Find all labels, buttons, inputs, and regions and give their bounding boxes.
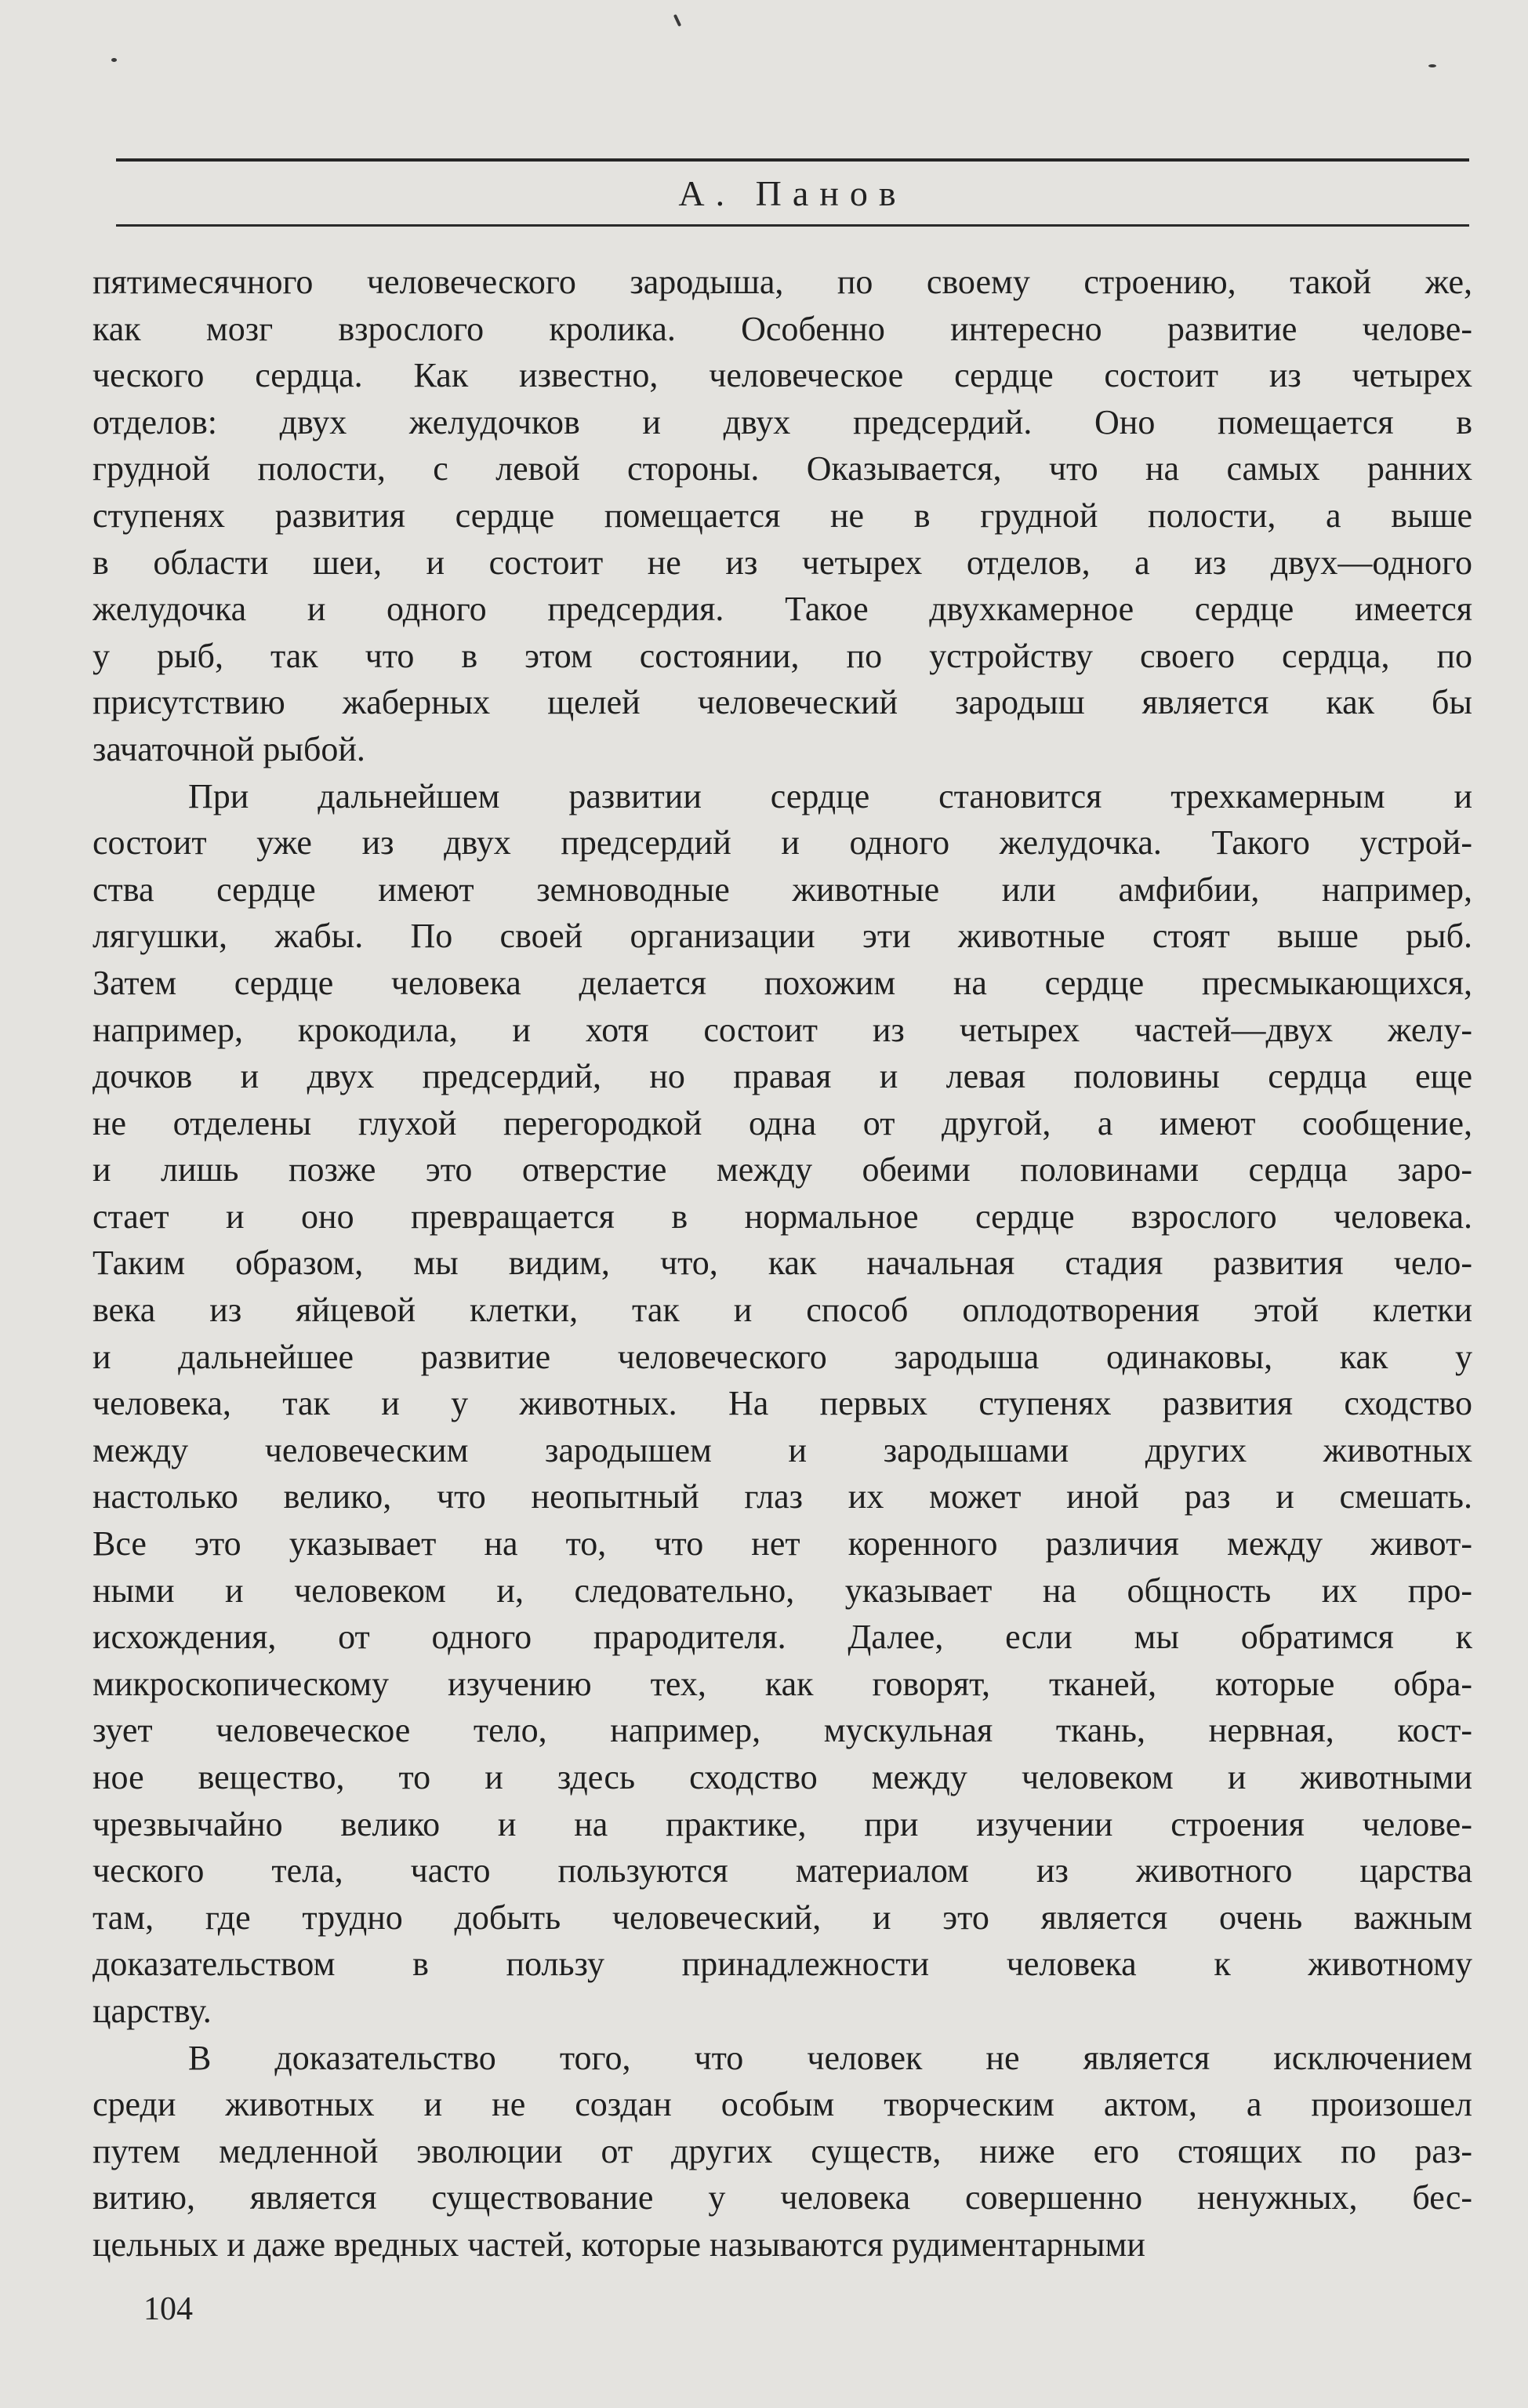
ink-speck-left: [111, 58, 117, 62]
ink-speck-top: [673, 14, 681, 27]
text-line: настолько велико, что неопытный глаз их может иной раз и смешать.: [93, 1477, 1472, 1516]
text-line: состоит уже из двух предсердий и одного желудочка. Такого устрой-: [93, 823, 1472, 863]
ink-speck-right: [1428, 64, 1436, 67]
text-line: желудочка и одного предсердия. Такое двухкамерное сердце имеется: [93, 590, 1472, 629]
text-line: стает и оно превращается в нормальное сердце взрослого человека.: [93, 1197, 1472, 1236]
text-line: витию, является существование у человека совершенно ненужных, бес-: [93, 2178, 1472, 2217]
text-line: ступенях развития сердце помещается не в грудной полости, а выше: [93, 496, 1472, 535]
paragraph: [93, 2035, 1472, 2268]
text-line: ства сердце имеют земноводные животные или амфибии, например,: [93, 870, 1472, 909]
text-line: В доказательство того, что человек не является исключением: [188, 2038, 1472, 2077]
text-line: и лишь позже это отверстие между обеими половинами сердца заро-: [93, 1150, 1472, 1189]
text-line: как мозг взрослого кролика. Особенно интересно развитие челове-: [93, 309, 1472, 348]
text-line: человека, так и у животных. На первых ступенях развития сходство: [93, 1384, 1472, 1423]
text-line: зачаточной рыбой.: [93, 729, 365, 768]
text-line: Все это указывает на то, что нет коренного различия между живот-: [93, 1524, 1472, 1564]
header-rule-top: [116, 158, 1469, 162]
text-line: микроскопическому изучению тех, как говорят, тканей, которые обра-: [93, 1664, 1472, 1703]
paragraph: [93, 259, 1472, 773]
text-line: не отделены глухой перегородкой одна от другой, а имеют сообщение,: [93, 1103, 1472, 1142]
text-line: среди животных и не создан особым творческим актом, а произошел: [93, 2085, 1472, 2124]
text-line: у рыб, так что в этом состоянии, по устройству своего сердца, по: [93, 636, 1472, 675]
text-line: там, где трудно добыть человеческий, и это является очень важным: [93, 1898, 1472, 1937]
text-line: доказательством в пользу принадлежности человека к животному: [93, 1945, 1472, 1984]
text-line: века из яйцевой клетки, так и способ оплодотворения этой клетки: [93, 1291, 1472, 1330]
text-line: между человеческим зародышем и зародышами других животных: [93, 1430, 1472, 1469]
text-line: ческого сердца. Как известно, человеческое сердце состоит из четырех: [93, 356, 1472, 395]
text-line: лягушки, жабы. По своей организации эти животные стоят выше рыб.: [93, 917, 1472, 956]
text-line: и дальнейшее развитие человеческого зародыша одинаковы, как у: [93, 1337, 1472, 1376]
text-line: Затем сердце человека делается похожим на сердце пресмыкающихся,: [93, 963, 1472, 1002]
text-line: царству.: [93, 1991, 212, 2030]
text-line: в области шеи, и состоит не из четырех отделов, а из двух—одного: [93, 543, 1472, 582]
text-line: цельных и даже вредных частей, которые называются рудиментарными: [93, 2225, 1145, 2264]
text-line: ческого тела, часто пользуются материалом из животного царства: [93, 1851, 1472, 1890]
text-line: ное вещество, то и здесь сходство между человеком и животными: [93, 1758, 1472, 1796]
text-line: например, крокодила, и хотя состоит из четырех частей—двух желу-: [93, 1010, 1472, 1049]
text-line: чрезвычайно велико и на практике, при изучении строения челове-: [93, 1804, 1472, 1843]
page-number: 104: [143, 2291, 193, 2327]
text-line: исхождения, от одного прародителя. Далее, если мы обратимся к: [93, 1618, 1472, 1657]
text-line: Таким образом, мы видим, что, как начальная стадия развития чело-: [93, 1244, 1472, 1283]
text-line: грудной полости, с левой стороны. Оказывается, что на самых ранних: [93, 449, 1472, 489]
text-line: ными и человеком и, следовательно, указывает на общность их про-: [93, 1571, 1472, 1610]
text-line: дочков и двух предсердий, но правая и левая половины сердца еще: [93, 1057, 1472, 1096]
text-line: отделов: двух желудочков и двух предсердий. Оно помещается в: [93, 402, 1472, 441]
text-line: путем медленной эволюции от других существ, ниже его стоящих по раз-: [93, 2131, 1472, 2170]
text-line: пятимесячного человеческого зародыша, по своему строению, такой же,: [93, 263, 1472, 301]
text-line: При дальнейшем развитии сердце становится трехкамерным и: [188, 776, 1472, 815]
header-rule-bottom: [116, 224, 1469, 227]
text-line: зует человеческое тело, например, мускульная ткань, нервная, кост-: [93, 1711, 1472, 1750]
text-line: присутствию жаберных щелей человеческий зародыш является как бы: [93, 683, 1472, 722]
body-text: [93, 259, 1472, 2268]
paragraph: [93, 773, 1472, 2035]
running-head: А. Панов: [678, 173, 907, 213]
